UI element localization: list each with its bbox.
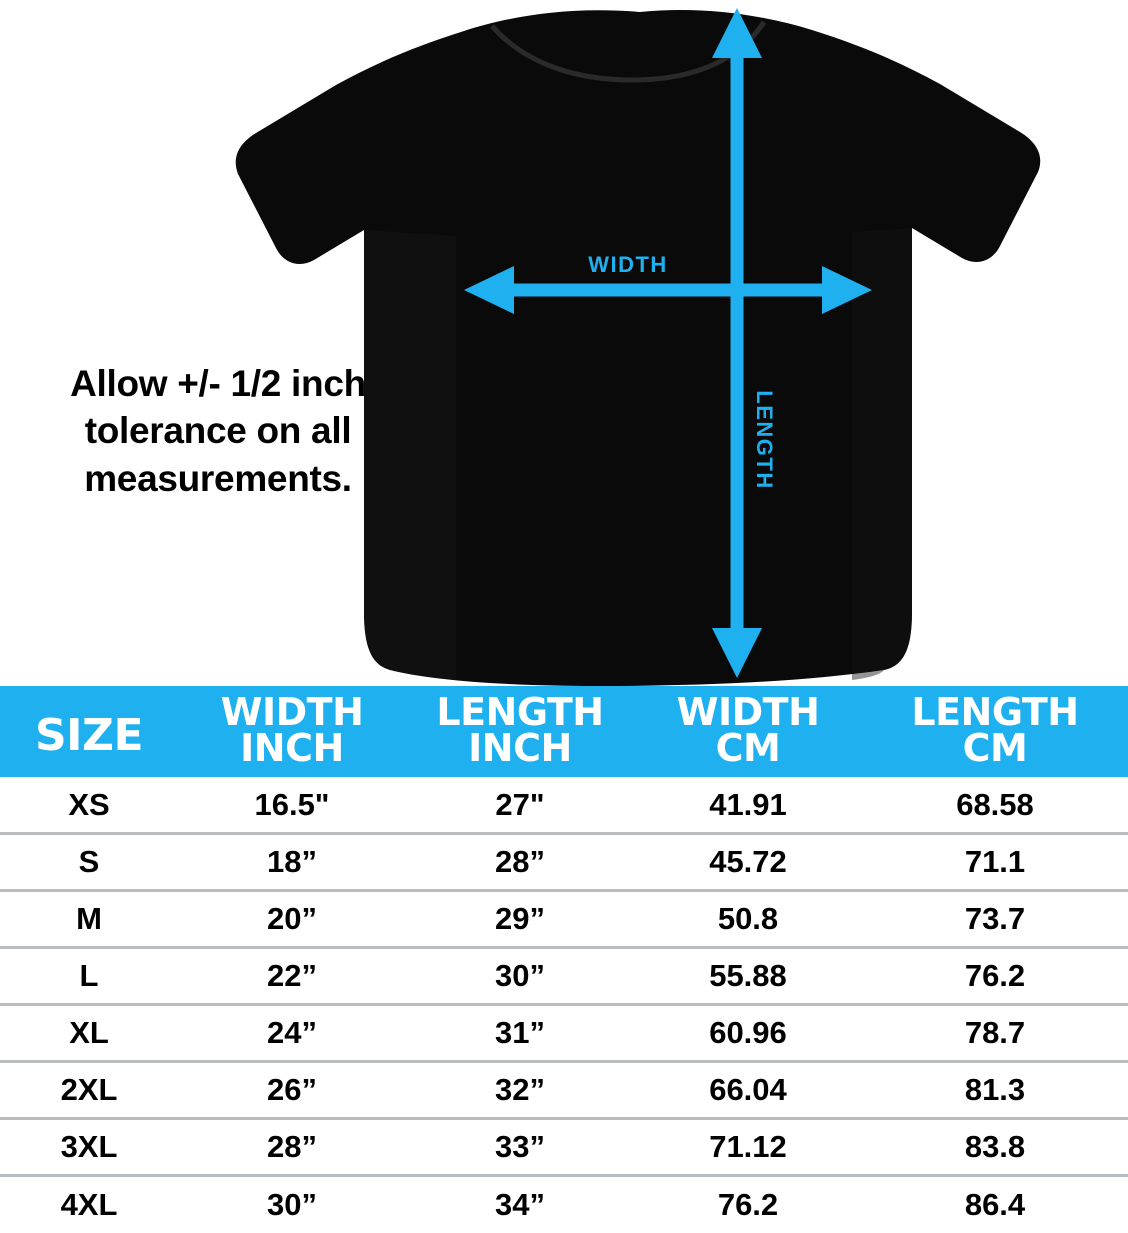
cell-size: 2XL xyxy=(0,1062,178,1119)
cell-size: 3XL xyxy=(0,1119,178,1176)
cell-length-cm: 81.3 xyxy=(862,1062,1128,1119)
cell-width-cm: 45.72 xyxy=(634,834,862,891)
table-row xyxy=(0,948,1128,1005)
cell-length-inch: 32” xyxy=(406,1062,634,1119)
cell-length-inch: 27" xyxy=(406,777,634,834)
cell-width-cm: 76.2 xyxy=(634,1176,862,1233)
cell-length-cm: 78.7 xyxy=(862,1005,1128,1062)
cell-width-inch: 24” xyxy=(178,1005,406,1062)
tshirt-shape xyxy=(236,10,1041,686)
cell-size: L xyxy=(0,948,178,1005)
column-header-size xyxy=(0,686,178,777)
column-header-size-line1: SIZE xyxy=(34,710,144,762)
cell-width-inch: 18” xyxy=(178,834,406,891)
cell-width-inch: 30” xyxy=(178,1176,406,1233)
tolerance-note: Allow +/- 1/2 inch tolerance on all measurements. xyxy=(70,363,366,499)
column-header-width-inch-line1: WIDTH xyxy=(220,690,364,734)
table-body xyxy=(0,777,1128,1233)
table-row xyxy=(0,777,1128,834)
cell-length-inch: 30” xyxy=(406,948,634,1005)
cell-length-cm: 83.8 xyxy=(862,1119,1128,1176)
cell-width-cm: 60.96 xyxy=(634,1005,862,1062)
cell-width-inch: 22” xyxy=(178,948,406,1005)
column-header-length-inch-line2: INCH xyxy=(468,726,572,771)
cell-length-cm: 68.58 xyxy=(862,777,1128,834)
column-header-length-cm-line2: CM xyxy=(962,726,1028,771)
cell-length-inch: 31” xyxy=(406,1005,634,1062)
cell-width-cm: 50.8 xyxy=(634,891,862,948)
table-row xyxy=(0,1005,1128,1062)
column-header-width-cm-line2: CM xyxy=(715,726,781,771)
column-header-width-inch xyxy=(178,686,406,777)
cell-length-cm: 71.1 xyxy=(862,834,1128,891)
column-header-width-inch-line2: INCH xyxy=(240,726,344,771)
table-header xyxy=(0,686,1128,777)
column-header-width-cm-line1: WIDTH xyxy=(676,690,820,734)
column-header-length-inch xyxy=(406,686,634,777)
cell-length-cm: 73.7 xyxy=(862,891,1128,948)
cell-length-inch: 28” xyxy=(406,834,634,891)
cell-width-inch: 28” xyxy=(178,1119,406,1176)
table-row xyxy=(0,834,1128,891)
table-row xyxy=(0,1119,1128,1176)
cell-length-cm: 76.2 xyxy=(862,948,1128,1005)
column-header-length-inch-line1: LENGTH xyxy=(436,690,604,734)
cell-width-cm: 41.91 xyxy=(634,777,862,834)
cell-length-inch: 29” xyxy=(406,891,634,948)
cell-length-inch: 33” xyxy=(406,1119,634,1176)
length-arrow-label: LENGTH xyxy=(752,390,777,490)
cell-width-cm: 66.04 xyxy=(634,1062,862,1119)
cell-width-inch: 26” xyxy=(178,1062,406,1119)
size-chart-table xyxy=(0,686,1128,1233)
column-header-width-cm xyxy=(634,686,862,777)
cell-size: XS xyxy=(0,777,178,834)
table-header-row xyxy=(0,686,1128,777)
table-row xyxy=(0,891,1128,948)
column-header-length-cm xyxy=(862,686,1128,777)
cell-width-cm: 71.12 xyxy=(634,1119,862,1176)
cell-width-inch: 20” xyxy=(178,891,406,948)
cell-size: XL xyxy=(0,1005,178,1062)
cell-width-inch: 16.5" xyxy=(178,777,406,834)
cell-size: M xyxy=(0,891,178,948)
column-header-length-cm-line1: LENGTH xyxy=(911,690,1079,734)
cell-length-inch: 34” xyxy=(406,1176,634,1233)
cell-size: 4XL xyxy=(0,1176,178,1233)
table-row xyxy=(0,1062,1128,1119)
table-row xyxy=(0,1176,1128,1233)
width-arrow-label: WIDTH xyxy=(588,252,668,277)
cell-size: S xyxy=(0,834,178,891)
cell-length-cm: 86.4 xyxy=(862,1176,1128,1233)
cell-width-cm: 55.88 xyxy=(634,948,862,1005)
